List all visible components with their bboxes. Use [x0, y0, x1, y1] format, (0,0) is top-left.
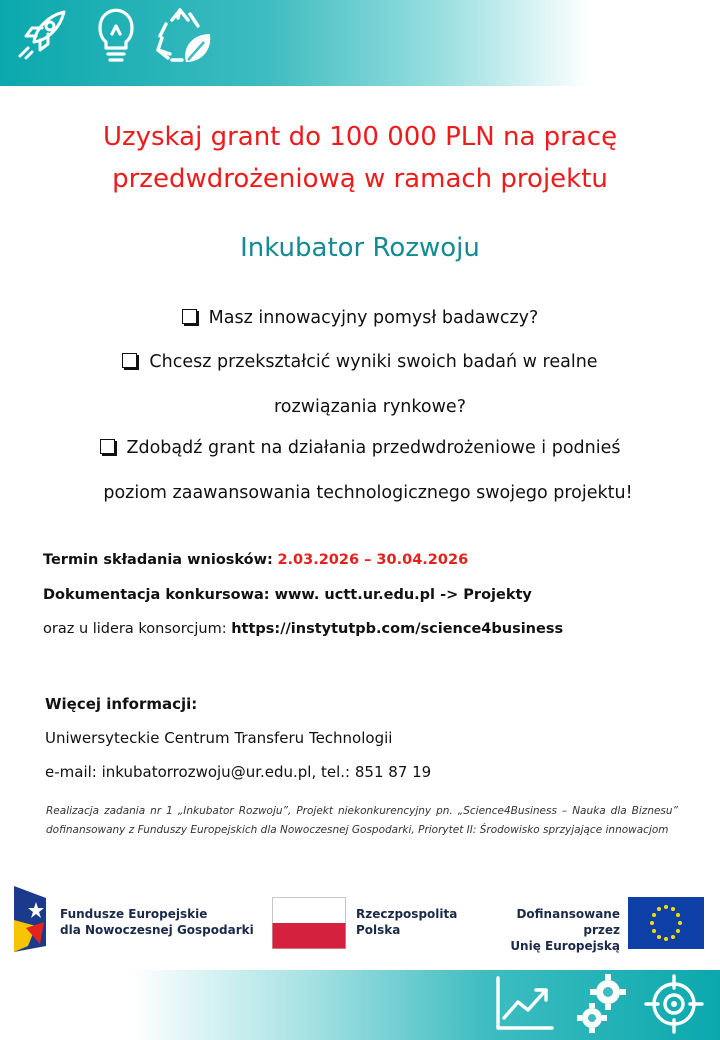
rocket-icon	[14, 6, 70, 62]
leader-label: oraz u lidera konsorcjum:	[43, 621, 227, 637]
rp-logo-text	[356, 906, 457, 938]
question-3	[20, 436, 700, 460]
deadline-value: 2.03.2026 – 30.04.2026	[277, 552, 469, 568]
more-info-heading: Więcej informacji:	[45, 695, 198, 713]
target-icon	[644, 974, 704, 1034]
gears-icon	[574, 972, 630, 1036]
ue-logo-text	[480, 906, 620, 954]
question-3-text: Zdobądź grant na działania przedwdrożeniowe i podnieś	[126, 438, 621, 458]
polish-flag-icon	[272, 897, 346, 949]
title-line-2: przedwdrożeniową w ramach projektu	[112, 164, 608, 194]
question-1-text: Masz innowacyjny pomysł badawczy?	[208, 308, 539, 328]
bottom-banner	[130, 970, 720, 1040]
question-1	[20, 306, 700, 330]
ue-line-1: Dofinansowane przez	[516, 907, 620, 937]
fe-line-2: dla Nowoczesnej Gospodarki	[60, 923, 254, 937]
contact-info[interactable]: e-mail: inkubatorrozwoju@ur.edu.pl, tel.: 851 87 19	[45, 763, 432, 781]
leader-url[interactable]: https://instytutpb.com/science4business	[231, 621, 564, 637]
eu-flag-icon	[628, 897, 704, 949]
organization-name: Uniwersyteckie Centrum Transferu Technologii	[45, 729, 393, 747]
project-name: Inkubator Rozwoju	[240, 233, 480, 263]
lightbulb-icon	[92, 4, 140, 66]
checkbox-bullet-icon	[100, 439, 115, 454]
fe-logo-text	[60, 906, 254, 938]
checkbox-bullet-icon	[122, 353, 137, 368]
ue-line-2: Unię Europejską	[510, 939, 620, 953]
page-title	[40, 116, 680, 200]
checkbox-bullet-icon	[182, 309, 197, 324]
rp-line-2: Polska	[356, 923, 401, 937]
leader-info	[43, 621, 563, 637]
deadline	[43, 552, 468, 568]
documentation-link[interactable]: Dokumentacja konkursowa: www. uctt.ur.edu.pl -> Projekty	[43, 587, 532, 603]
funding-disclaimer: Realizacja zadania nr 1 „Inkubator Rozwoju”, Projekt niekonkurencyjny pn. „Science4Business – Nauka dla Biznesu” dofinansowany z Funduszy Europejskich dla Nowoczesnej Gospodarki, Priorytet II: Środowisko sprzyjające innowacjom	[46, 805, 678, 836]
question-2-cont: rozwiązania rynkowe?	[274, 397, 466, 417]
top-banner	[0, 0, 590, 86]
question-2	[20, 350, 700, 374]
fe-line-1: Fundusze Europejskie	[60, 907, 208, 921]
question-3-cont: poziom zaawansowania technologicznego swojego projektu!	[103, 483, 633, 503]
rp-line-1: Rzeczpospolita	[356, 907, 458, 921]
fe-logo-icon	[14, 886, 54, 952]
title-line-1: Uzyskaj grant do 100 000 PLN na pracę	[102, 122, 618, 152]
deadline-label: Termin składania wniosków:	[43, 552, 273, 568]
question-2-text: Chcesz przekształcić wyniki swoich badań w realne	[149, 352, 598, 372]
chart-growth-icon	[492, 974, 556, 1034]
recycle-leaf-icon	[152, 4, 216, 68]
